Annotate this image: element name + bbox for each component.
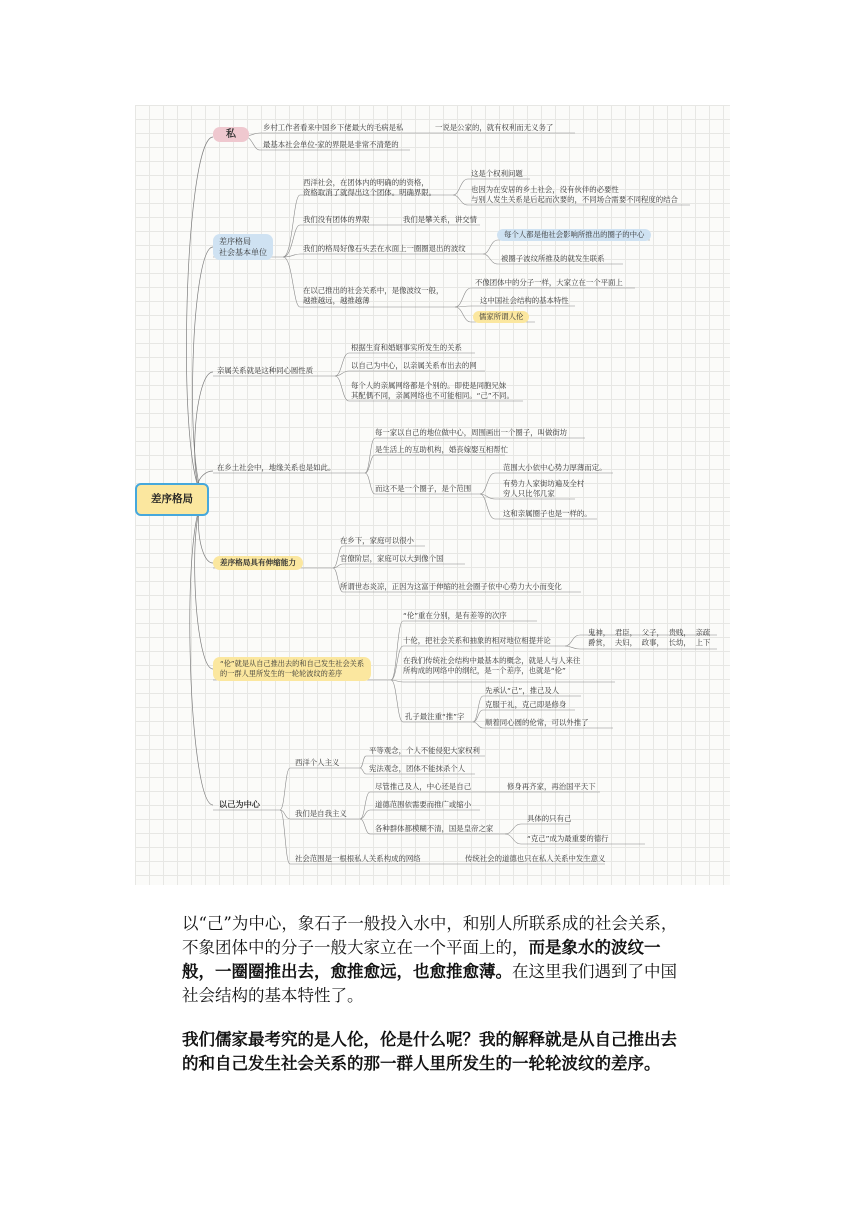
node-unit-west-b: 也因为在安居的乡土社会，没有伙伴的必要性 与别人发生关系是后起而次要的，不同场合需要不同程度的结合 (471, 185, 678, 204)
branch-elastic: 差序格局具有伸缩能力 (213, 556, 303, 570)
node-si-1a: 一说是公家的，就有权利而无义务了 (435, 123, 554, 132)
node-local-c3: 这和亲属圈子也是一样的。 (503, 509, 592, 518)
node-sc-ego-b: 道德范围依需要而推广或缩小 (375, 800, 472, 809)
node-unit-west-a: 这是个权利问题 (471, 169, 523, 178)
node-kin-a: 根据生育和婚姻事实所发生的关系 (351, 343, 462, 352)
branch-selfcenter: 以己为中心 (219, 799, 260, 809)
mind-map (135, 105, 730, 885)
node-unit-self-c: 儒家所谓人伦 (473, 311, 529, 323)
node-sc-ego-c: 各种群体都模糊不清，国是皇帝之家 (375, 824, 494, 833)
node-lun-d2: 克服于礼，克己即是修身 (485, 700, 567, 709)
branch-unit: 差序格局 社会基本单位 (213, 234, 273, 260)
node-elastic-b: 官僚阶层，家庭可以大到像个国 (340, 554, 444, 563)
node-unit-self-b: 这中国社会结构的基本特性 (480, 296, 569, 305)
node-si-2: 最基本社会单位-家的界限是非常不清楚的 (263, 140, 399, 149)
node-elastic-c: 所谓世态炎凉，正因为这富于伸缩的社会圈子依中心势力大小而变化 (340, 582, 562, 591)
node-lun-d: 孔子最注重“推”字 (405, 712, 465, 721)
branch-local: 在乡土社会中，地缘关系也是如此。 (217, 463, 336, 472)
node-lun-d1: 先承认“己”，推己及人 (485, 686, 560, 695)
paragraph-1-emphasis: 而是象水的波纹一般，一圈圈推出去，愈推愈远，也愈推愈薄。 (182, 938, 661, 981)
root-node: 差序格局 (135, 483, 209, 516)
node-sc-net-a: 传统社会的道德也只在私人关系中发生意义 (465, 854, 606, 863)
node-local-b: 是生活上的互助机构，婚丧嫁娶互相帮忙 (375, 445, 509, 454)
article-body (182, 912, 692, 1096)
node-local-c2: 有势力人家街坊遍及全村 穷人只比邻几家 (503, 479, 585, 498)
paragraph-1 (182, 912, 692, 1008)
node-local-a: 每一家以自己的地位做中心，周围画出一个圈子，叫做街坊 (375, 428, 568, 437)
node-lun-b1: 鬼神， 君臣， 父子， 贵贱， 亲疏 爵赏， 夫妇， 政事， 长幼， 上下 (588, 628, 711, 647)
node-unit-ripple-b: 被圈子波纹所推及的就发生联系 (501, 254, 605, 263)
node-unit-group: 我们没有团体的界限 (303, 215, 370, 224)
node-unit-self: 在以己推出的社会关系中，是像波纹一般， 越推越远，越推越薄 (303, 286, 444, 305)
node-elastic-a: 在乡下，家庭可以很小 (340, 536, 414, 545)
branch-kin: 亲属关系就是这种同心圆性质 (217, 366, 314, 375)
node-sc-ego-a: 尽管推己及人，中心还是自己 (375, 782, 472, 791)
node-unit-self-a: 不像团体中的分子一样，大家立在一个平面上 (475, 278, 623, 287)
node-unit-group-a: 我们是攀关系，讲交情 (403, 215, 477, 224)
branch-lun: “伦”就是从自己推出去的和自己发生社会关系 的一群人里所发生的一轮轮波纹的差序 (213, 657, 371, 681)
node-local-c1: 范围大小依中心势力厚薄而定。 (503, 463, 607, 472)
node-kin-c: 每个人的亲属网络都是个别的。即使是同胞兄妹 其配偶不同，亲属网络也不可能相同。“己”不同。 (351, 381, 514, 400)
node-sc-west-b: 宪法观念，团体不能抹杀个人 (369, 764, 466, 773)
branch-si: 私 (213, 127, 249, 142)
node-unit-ripple: 我们的格局好像石头丢在水面上一圈圈退出的波纹 (303, 244, 466, 253)
node-sc-ego: 我们是自我主义 (295, 809, 347, 818)
paragraph-2 (182, 1028, 692, 1076)
paragraph-1-part-a: 以“己”为中心，象石子一般投入水中，和别人所联系成的社会关系，不象团体中的分子一般大家立在一个平面上的， (182, 914, 678, 957)
node-sc-west-a: 平等观念，个人不能侵犯大家权利 (369, 746, 480, 755)
node-kin-b: 以自己为中心，以亲属关系布出去的网 (351, 361, 477, 370)
node-sc-ego-c1: 具体的只有己 (527, 814, 572, 823)
node-sc-ego-c2: “克己”成为最重要的德行 (527, 834, 609, 843)
node-local-c: 而这不是一个圈子，是个范围 (375, 484, 472, 493)
paragraph-1-part-c: 在这里我们遇到了中国社会结构的基本特性了。 (182, 962, 677, 1005)
node-lun-c: 在我们传统社会结构中最基本的概念，就是人与人来往 所构成的网络中的纲纪，是一个差序，也就是“伦” (403, 656, 581, 675)
node-lun-b: 十伦，把社会关系和抽象的相对地位相提并论 (403, 636, 551, 645)
node-unit-west: 西洋社会，在团体内的明确的的资格， 资格取消了就得出这个团体。明确界限。 (303, 178, 437, 197)
paragraph-2-text: 我们儒家最考究的是人伦，伦是什么呢？我的解释就是从自己推出去的和自己发生社会关系的那一群人里所发生的一轮轮波纹的差序。 (182, 1030, 677, 1073)
node-sc-ego-a1: 修身再齐家，再治国平天下 (507, 782, 596, 791)
node-sc-net: 社会范围是一根根私人关系构成的网络 (295, 854, 421, 863)
node-unit-ripple-a: 每个人都是他社会影响所推出的圈子的中心 (497, 229, 651, 241)
node-lun-d3: 顺着同心圆的伦常，可以外推了 (485, 718, 589, 727)
node-sc-west: 西洋个人主义 (295, 758, 340, 767)
node-lun-a: “伦”重在分别，是有差等的次序 (403, 611, 507, 620)
node-si-1: 乡村工作者看来中国乡下佬最大的毛病是私 (263, 123, 404, 132)
